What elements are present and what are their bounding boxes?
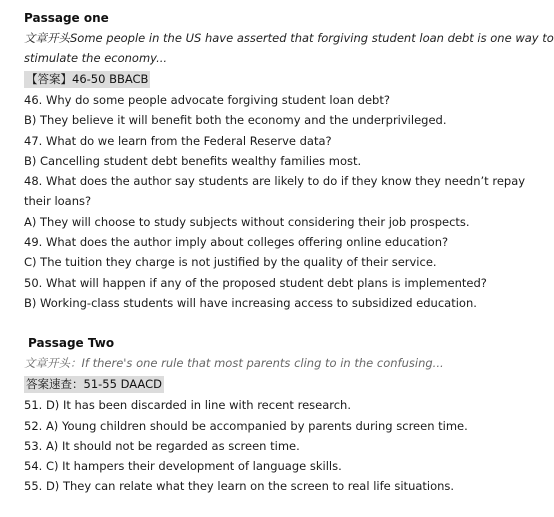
- passage-one-section: [24, 8, 554, 313]
- passage-one-answer-key: 【答案】46-50 BBACB: [26, 72, 149, 86]
- passage-one-opening-continued: stimulate the economy...: [24, 51, 168, 65]
- passage-one-opening: 文章开头Some people in the US have asserted that forgiving student loan debt is one way to: [24, 31, 554, 45]
- question-50: 50. What will happen if any of the proposed student debt plans is implemented?: [24, 275, 487, 290]
- passage-one-heading: Passage one: [24, 11, 109, 25]
- question-48: 48. What does the author say students are likely to do if they know they needn’t repay: [24, 174, 526, 189]
- passage-two-opening: 文章开头：If there's one rule that most parents cling to in the confusing...: [24, 356, 444, 371]
- answer-53: 53. A) It should not be regarded as screen time.: [24, 438, 300, 453]
- answer-55: 55. D) They can relate what they learn on the screen to real life situations.: [24, 479, 455, 494]
- question-46: 46. Why do some people advocate forgiving student loan debt?: [24, 93, 390, 107]
- answer-46: B) They believe it will benefit both the economy and the underprivileged.: [24, 113, 447, 128]
- passage-two-heading: Passage Two: [28, 336, 115, 351]
- answer-48: A) They will choose to study subjects without considering their job prospects.: [24, 214, 470, 229]
- section-spacer: [24, 313, 548, 333]
- answer-49: C) The tuition they charge is not justified by the quality of their service.: [24, 255, 437, 270]
- answer-52: 52. A) Young children should be accompanied by parents during screen time.: [24, 418, 468, 433]
- question-49: 49. What does the author imply about colleges offering online education?: [24, 235, 449, 250]
- answer-50: B) Working-class students will have increasing access to subsidized education.: [24, 295, 477, 310]
- question-48-continued: their loans?: [24, 194, 92, 209]
- passage-two-section: [24, 333, 548, 496]
- question-47: 47. What do we learn from the Federal Reserve data?: [24, 133, 332, 148]
- answer-47: B) Cancelling student debt benefits wealthy families most.: [24, 153, 362, 168]
- answer-51: 51. D) It has been discarded in line with recent research.: [24, 398, 351, 413]
- passage-two-answer-key: 答案速查：51-55 DAACD: [26, 377, 162, 392]
- answer-54: 54. C) It hampers their development of language skills.: [24, 459, 342, 474]
